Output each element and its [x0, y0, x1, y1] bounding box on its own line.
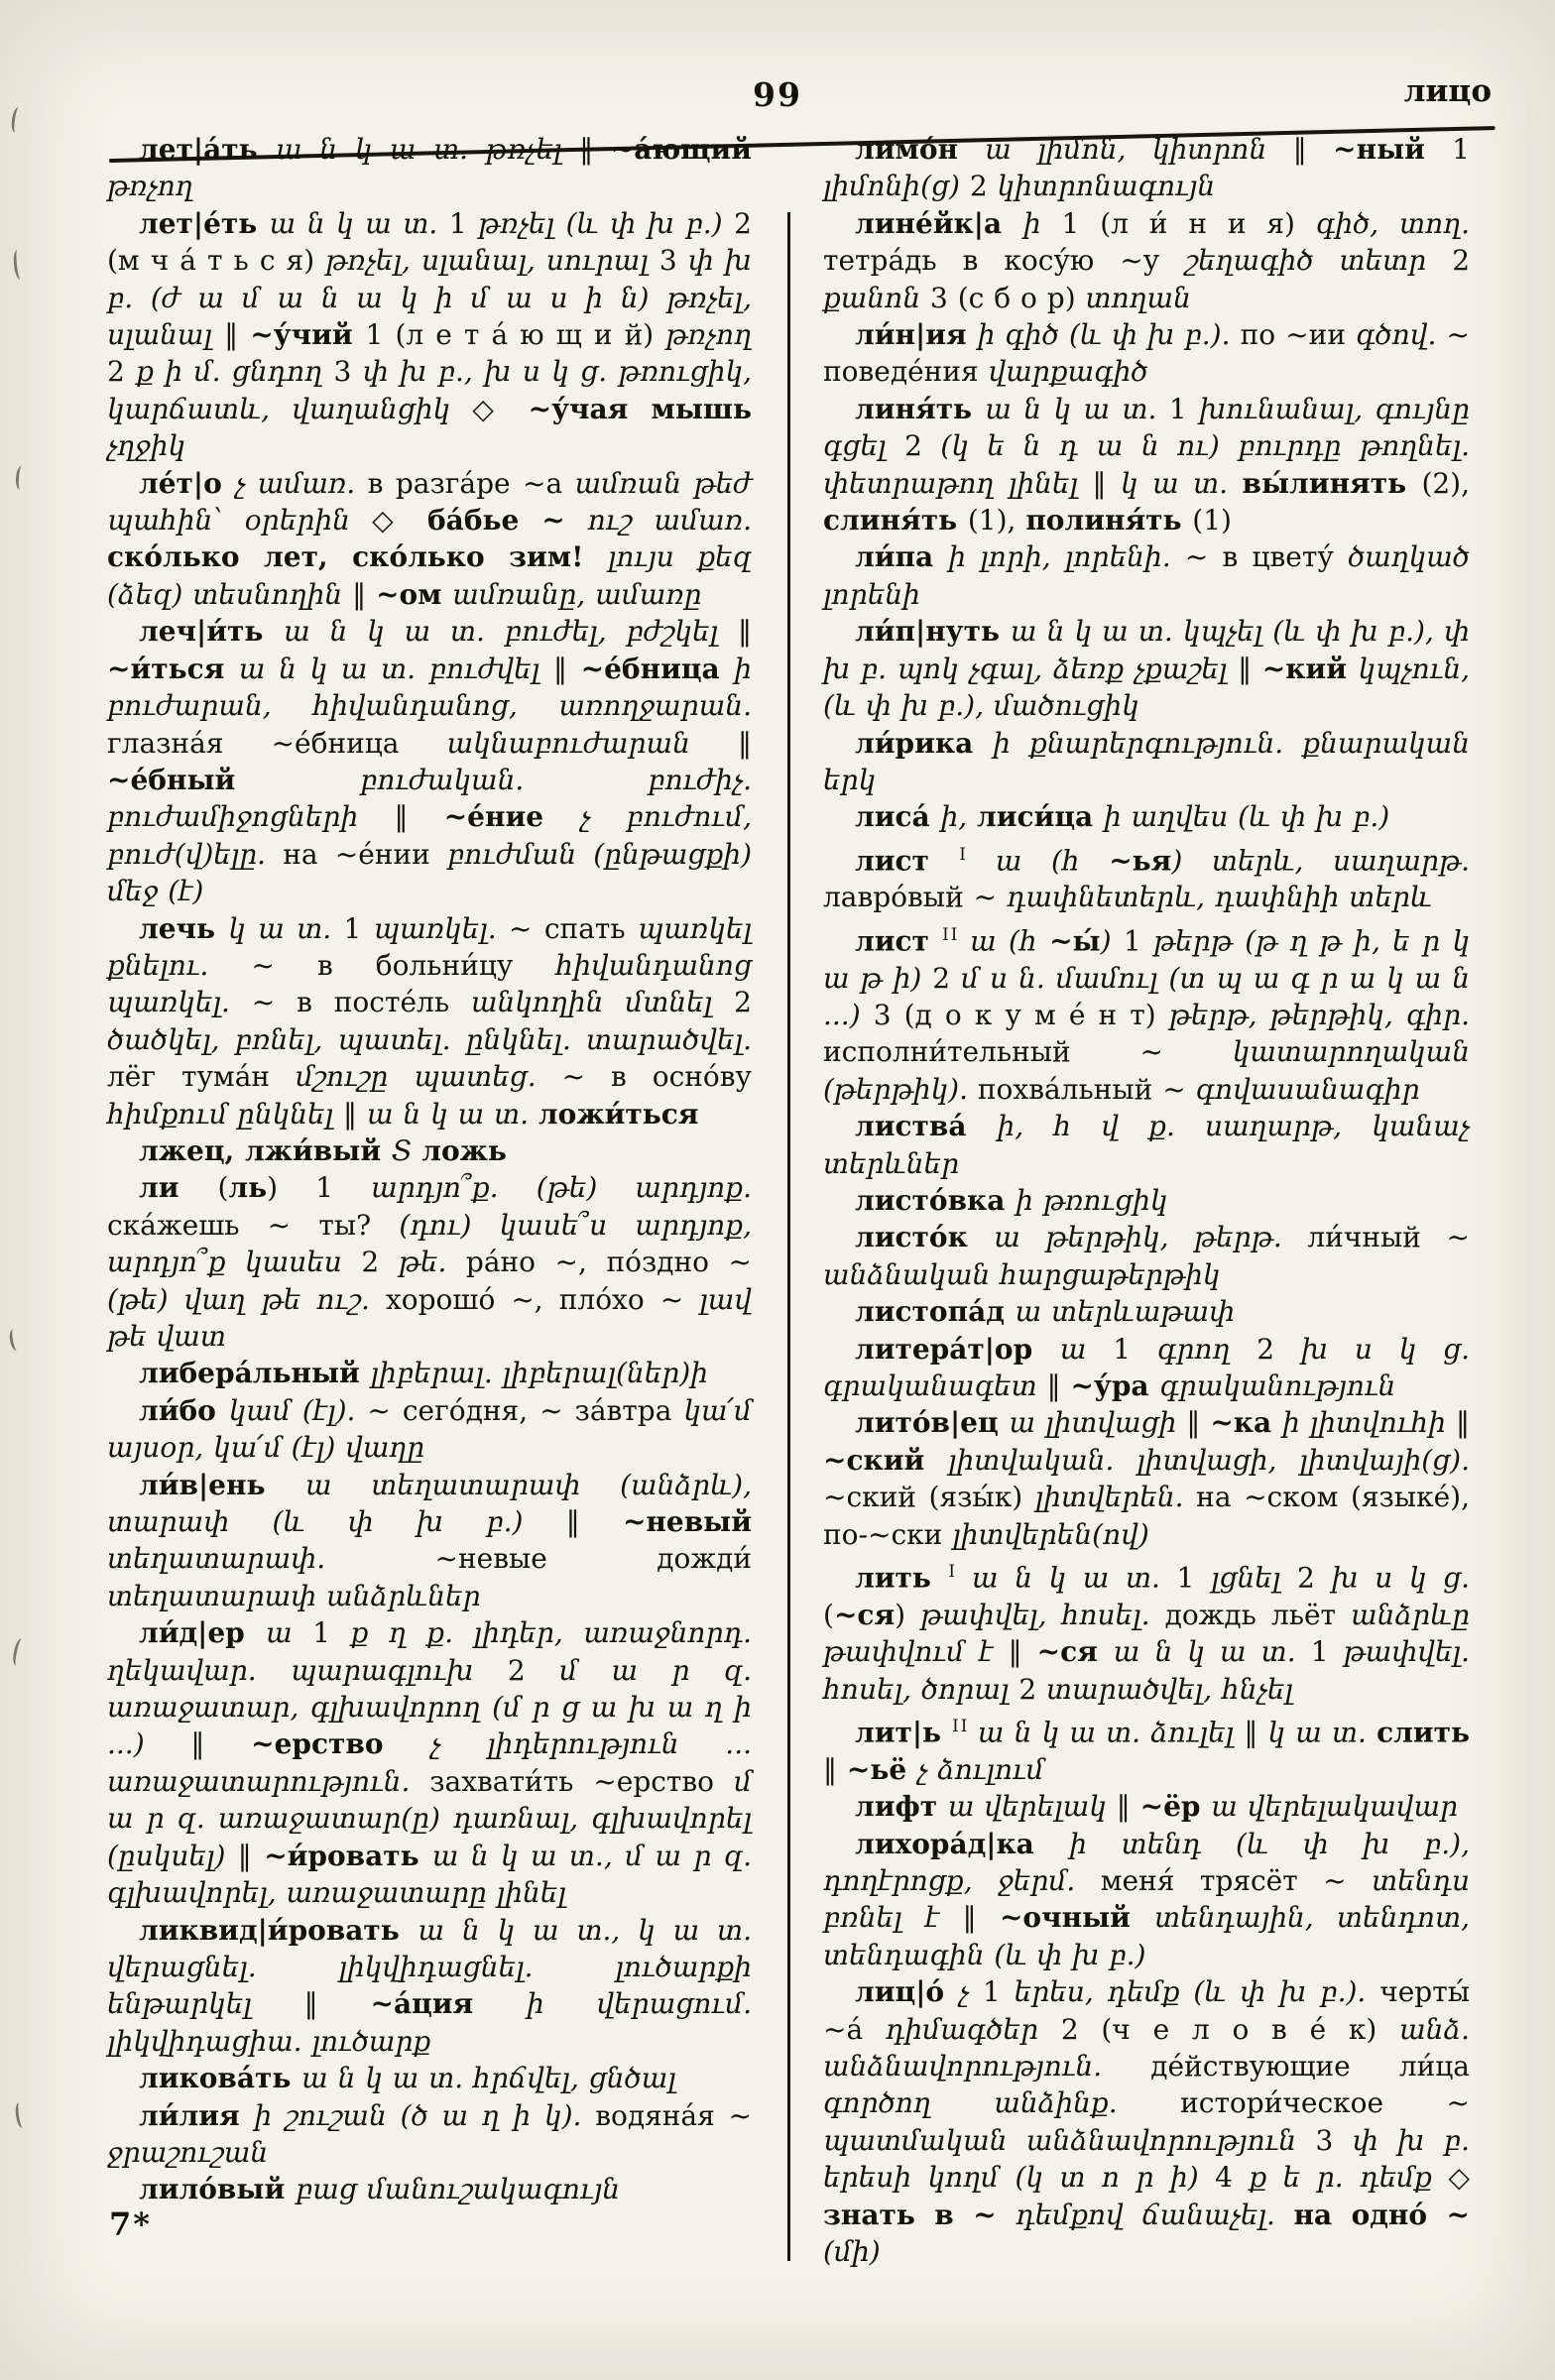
scan-artifact: [11, 1637, 27, 1666]
guide-word: лицо: [1403, 73, 1492, 109]
scan-artifact: [8, 1328, 22, 1351]
dictionary-entry: ли́в|ень ա տեղատարափ (անձրև), տարափ (և փ խ բ.) ‖ ~невый տեղատարափ. ~невые дожди́ տեղատարափ անձրևներ: [107, 1468, 752, 1612]
dictionary-entry: ли (ль) 1 արդյո՞ք. (թե) արդյոք. ска́жешь ~ ты? (դու) կասե՞ս արդյոք, արդյո՞ք կասես 2 թե. ра́но ~, по́здно ~ (թե) վաղ թե ուշ. хорошо́ ~, пло́хо ~ լավ թե վատ: [107, 1171, 752, 1353]
right-column: [823, 131, 1470, 2270]
dictionary-entry: ли́н|ия ի գիծ (և փ խ բ.). по ~ии գծով. ~ поведе́ния վարքագիծ: [823, 318, 1471, 389]
scan-artifact: [10, 106, 24, 133]
dictionary-entry: лило́вый բաց մանուշակագույն: [139, 2173, 621, 2206]
dictionary-entry: леч|и́ть ա ն կ ա տ. բուժել, բժշկել ‖ ~и́ться ա ն կ ա տ. բուժվել ‖ ~е́бница ի բուժարան, հիվանդանոց, առողջարան. глазна́я ~е́бница ակնաբուժարան ‖ ~е́бный բուժական. բուժիչ. բուժամիջոցների ‖ ~е́ние չ բուժում, բուժ(վ)ելը. на ~е́нии բուժման (ընթացքի) մեջ (է): [107, 615, 752, 908]
dictionary-entry: ле́т|о չ ամառ. в разга́ре ~а ամռան թեժ պահին՝ օրերին ◇ ба́бье ~ ուշ ամառ. ско́лько лет, ско́лько зим! լույս քեզ (ձեզ) տեսնողին ‖ ~ом ամռանը, ամառը: [107, 466, 752, 611]
dictionary-entry: лет|а́ть ա ն կ ա տ. թռչել ‖ ~а́ющий թռչող: [107, 133, 752, 203]
dictionary-entry: лист $^I$ ա (հ ~ья) տերև, սաղարթ. лавро́вый ~ դափնետերև, դափնիի տերև: [823, 843, 1471, 914]
dictionary-entry: лито́в|ец ա լիտվացի ‖ ~ка ի լիտվուհի ‖ ~ский լիտվական. լիտվացի, լիտվայի(ց). ~ский (язы́к) լիտվերեն. на ~ском (языке́), по-~ски լիտվերեն(ով): [823, 1406, 1471, 1551]
dictionary-entry: ликвид|и́ровать ա ն կ ա տ., կ ա տ. վերացնել. լիկվիդացնել. լուծարքի ենթարկել ‖ ~а́ция ի վերացում. լիկվիդացիա. լուծարք: [107, 1913, 752, 2058]
dictionary-entry: лит|ь $^{II}$ ա ն կ ա տ. ձուլել ‖ կ ա տ. слить ‖ ~ьё չ ձուլում: [823, 1716, 1471, 1786]
dictionary-entry: лифт ա վերելակ ‖ ~ёр ա վերելակավար: [855, 1790, 1459, 1824]
dictionary-entry: литера́т|ор ա 1 գրող 2 խ ս կ ց. գրականագետ ‖ ~у́ра գրականություն: [823, 1332, 1471, 1403]
dictionary-entry: лимо́н ա լիմոն, կիտրոն ‖ ~ный 1 լիմոնի(ց) 2 կիտրոնագույն: [823, 133, 1470, 203]
dictionary-entry: ли́п|нуть ա ն կ ա տ. կպչել (և փ խ բ.), փ խ բ. պոկ չգալ, ձեռք չքաշել ‖ ~кий կպչուն, (և փ խ բ.), մածուցիկ: [823, 615, 1471, 723]
dictionary-entry: ли́д|ер ա 1 ք ղ ք. լիդեր, առաջնորդ. ղեկավար. պարագլուխ 2 մ ա ր զ. առաջատար, գլխավորող (մ ր ց ա խ ա ղ ի ...) ‖ ~ерство չ լիդերություն ... առաջատարություն. захвати́ть ~ерство մ ա ր զ. առաջատար(ը) դառնալ, գլխավորել (ըսկսել) ‖ ~и́ровать ա ն կ ա տ., մ ա ր զ. գլխավորել, առաջատարը լինել: [107, 1616, 753, 1910]
dictionary-entry: ли́па ի լորի, լորենի. ~ в цвету́ ծաղկած լորենի: [823, 540, 1470, 611]
dictionary-entry: лиц|о́ չ 1 երես, դեմք (և փ խ բ.). черты́ ~а́ դիմագծեր 2 (ч е л о в е́ к) անձ. անձնավորություն. де́йствующие ли́ца գործող անձինք. истори́ческое ~ պատմական անձնավորություն 3 փ խ բ. երեսի կողմ (կ տ ո ր ի) 4 ք ե ր. դեմք ◇ знать в ~ դեմքով ճանաչել. на одно́ ~ (մի): [823, 1975, 1471, 2269]
dictionary-entry: ли́лия ի շուշան (ծ ա ղ ի կ). водяна́я ~ ջրաշուշան: [107, 2098, 752, 2169]
dictionary-entry: лет|е́ть ա ն կ ա տ. 1 թռչել (և փ խ բ.) 2 (м ч а́ т ь с я) թռչել, սլանալ, սուրալ 3 փ խ բ. (ժ ա մ ա ն ա կ ի մ ա ս ի ն) թռչել, սլանալ ‖ ~у́чий 1 (л е т а́ ю щ и й) թռչող 2 ք ի մ. ցնդող 3 փ խ բ., խ ս կ ց. թռուցիկ, կարճատև, վաղանցիկ ◇ ~у́чая мышь չղջիկ: [107, 206, 753, 463]
column-divider: [787, 212, 790, 2261]
scan-artifact: [12, 250, 25, 281]
dictionary-entry: лить $^I$ ա ն կ ա տ. 1 լցնել 2 խ ս կ ց. (~ся) թափվել, հոսել. дождь льёт անձրևը թափվում է ‖ ~ся ա ն կ ա տ. 1 թափվել. հոսել, ծորալ 2 տարածվել, հնչել: [823, 1561, 1471, 1706]
dictionary-entry: либера́льный լիբերալ. լիբերալ(ներ)ի: [139, 1357, 709, 1390]
dictionary-entry: ли́бо կամ (էլ). ~ сего́дня, ~ за́втра կա՛մ այսօր, կա՛մ (էլ) վաղը: [107, 1393, 752, 1465]
scan-artifact: [14, 2101, 28, 2128]
scan-artifact: [15, 466, 27, 491]
dictionary-entry: листва́ ի, հ վ ք. սաղարթ, կանաչ տերևներ: [823, 1110, 1470, 1180]
dictionary-entry: линя́ть ա ն կ ա տ. 1 խունանալ, գույնը գցել 2 (կ ե ն դ ա ն ու) բուրդը թողնել. փետրաթող լինել ‖ կ ա տ. вы́линять (2), слиня́ть (1), полиня́ть (1): [823, 392, 1471, 537]
dictionary-entry: лжец, лжи́вый Տ ложь: [139, 1133, 507, 1167]
page-number: 99: [753, 75, 802, 114]
dictionary-entry: лихора́д|ка ի տենդ (և փ խ բ.), դողէրոցք, ջերմ. меня́ трясёт ~ տենդս բռնել է ‖ ~очный տենդային, տենդոտ, տենդագին (և փ խ բ.): [823, 1827, 1471, 1971]
dictionary-entry: лине́йк|а ի 1 (л и́ н и я) գիծ, տող. тетра́дь в косу́ю ~у շեղագիծ տետր 2 քանոն 3 (с б о р) տողան: [823, 206, 1471, 314]
dictionary-entry: ликова́ть ա ն կ ա տ. հրճվել, ցնծալ: [139, 2062, 676, 2095]
left-column: [107, 131, 752, 2208]
dictionary-entry: лечь կ ա տ. 1 պառկել. ~ спать պառկել քնելու. ~ в больни́цу հիվանդանոց պառկել. ~ в посте́ль անկողին մտնել 2 ծածկել, բռնել, պատել. ընկնել. տարածվել. лёг тума́н մշուշը պատեց. ~ в осно́ву հիմքում ընկնել ‖ ա ն կ ա տ. ложи́ться: [107, 911, 753, 1130]
dictionary-entry: лист $^{II}$ ա (հ ~ы́) 1 թերթ (թ ղ թ ի, ե ր կ ա թ ի) 2 մ ս ն. մամուլ (տ պ ա գ ր ա կ ա ն ...) 3 (д о к у м е́ н т) թերթ, թերթիկ, գիր. исполни́тельный ~ կատարողական (թերթիկ). похва́льный ~ գովասանագիր: [823, 923, 1471, 1106]
signature-mark: 7*: [109, 2205, 152, 2243]
dictionary-entry: листо́вка ի թռուցիկ: [855, 1184, 1168, 1218]
dictionary-entry: лиса́ ի, лиси́ца ի աղվես (և փ խ բ.): [855, 800, 1390, 834]
dictionary-entry: ли́рика ի քնարերգություն. քնարական երկ: [823, 726, 1470, 796]
dictionary-entry: листо́к ա թերթիկ, թերթ. ли́чный ~ անձնական հարցաթերթիկ: [823, 1221, 1470, 1291]
dictionary-entry: листопа́д ա տերևաթափ: [855, 1295, 1236, 1329]
